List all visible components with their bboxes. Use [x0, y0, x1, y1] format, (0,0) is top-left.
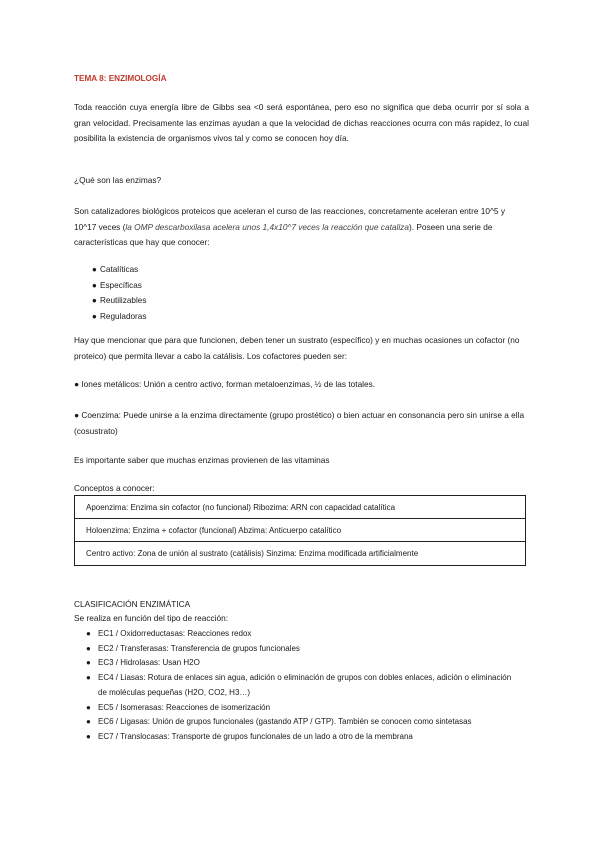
bullet-icon: ●: [74, 379, 80, 389]
classification-intro: Se realiza en función del tipo de reacción:: [74, 613, 229, 623]
bullet-icon: ●: [86, 717, 91, 727]
bullet-icon: ●: [86, 629, 91, 638]
list-item: ● Catalíticas: [92, 262, 146, 278]
bullet-icon: ●: [86, 643, 91, 653]
table-row: Centro activo: Zona de unión al sustrato (catálisis) Sinzima: Enzima modificada artificialmente: [86, 549, 419, 558]
bullet-icon: ●: [92, 265, 97, 274]
concepts-title: Conceptos a conocer:: [74, 483, 155, 493]
list-item: ● EC4 / Liasas: Rotura de enlaces sin agua, adición o eliminación de grupos con dobles enlaces, adición o eliminación de moléculas pequeñas (H2O, CO2, H3…): [86, 673, 512, 697]
bullet-icon: ●: [92, 311, 97, 321]
list-item: ● EC5 / Isomerasas: Reacciones de isomerización: [86, 701, 516, 716]
definition-paragraph: [74, 204, 529, 251]
table-row: Apoenzima: Enzima sin cofactor (no funcional) Ribozima: ARN con capacidad catalítica: [75, 496, 525, 519]
definition-text: Son catalizadores biológicos proteicos que aceleran el curso de las reacciones, concretamente aceleran entre 10^5 y 10^17 veces (: [74, 206, 505, 232]
list-item: ● Reutilizables: [92, 293, 146, 309]
classification-list: [86, 627, 516, 745]
table-row: Holoenzima: Enzima + cofactor (funcional) Abzima: Anticuerpo catalítico: [75, 519, 525, 542]
list-item: ● EC3 / Hidrolasas: Usan H2O: [86, 656, 516, 671]
list-item: ● EC6 / Ligasas: Unión de grupos funcionales (gastando ATP / GTP). También se conocen como sintetasas: [86, 715, 516, 730]
cofactor-coenzyme: ● Coenzima: Puede unirse a la enzima directamente (grupo prostético) o bien actuar en consonancia pero sin unirse a ella (cosustrato): [74, 410, 525, 436]
bullet-icon: ●: [92, 280, 97, 290]
concepts-table: [74, 495, 526, 566]
characteristics-list: [92, 262, 146, 324]
list-item: ● EC2 / Transferasas: Transferencia de grupos funcionales: [86, 642, 516, 657]
bullet-icon: ●: [86, 731, 91, 741]
question-heading: ¿Qué son las enzimas?: [74, 175, 162, 185]
definition-text-end: ). Poseen una serie de características que hay que conocer:: [74, 221, 493, 247]
classification-title: CLASIFICACIÓN ENZIMÁTICA: [74, 599, 191, 609]
bullet-icon: ●: [86, 658, 91, 668]
bullet-icon: ●: [74, 410, 80, 420]
page-title: TEMA 8: ENZIMOLOGÍA: [74, 74, 167, 83]
cofactor-ions: ● Iones metálicos: Unión a centro activo, forman metaloenzimas, ½ de las totales.: [74, 379, 376, 389]
definition-example: la OMP descarboxilasa acelera unos 1,4x10^7 veces la reacción que cataliza: [125, 221, 409, 232]
intro-paragraph: Toda reacción cuya energía libre de Gibbs sea <0 será espontánea, pero eso no significa que deba ocurrir por sí sola a gran velocidad. Precisamente las enzimas ayudan a que la velocidad de dichas reacciones ocurra con más rapidez, lo cual posibilita la existencia de organismos vivos tal y como se conocen hoy día.: [74, 102, 529, 143]
bullet-icon: ●: [86, 702, 91, 712]
list-item: ● Específicas: [92, 278, 146, 294]
bullet-icon: ●: [92, 296, 97, 305]
list-item: ● EC1 / Oxidorreductasas: Reacciones redox: [86, 627, 516, 642]
bullet-icon: ●: [86, 673, 91, 683]
vitamins-note: Es importante saber que muchas enzimas provienen de las vitaminas: [74, 455, 330, 465]
list-item: ● EC7 / Translocasas: Transporte de grupos funcionales de un lado a otro de la membrana: [86, 730, 516, 745]
cofactor-paragraph: Hay que mencionar que para que funcionen, deben tener un sustrato (específico) y en muchas ocasiones un cofactor (no proteico) que permita llevar a cabo la catálisis. Los cofactores pueden ser:: [74, 335, 520, 361]
list-item: ● Reguladoras: [92, 309, 146, 325]
